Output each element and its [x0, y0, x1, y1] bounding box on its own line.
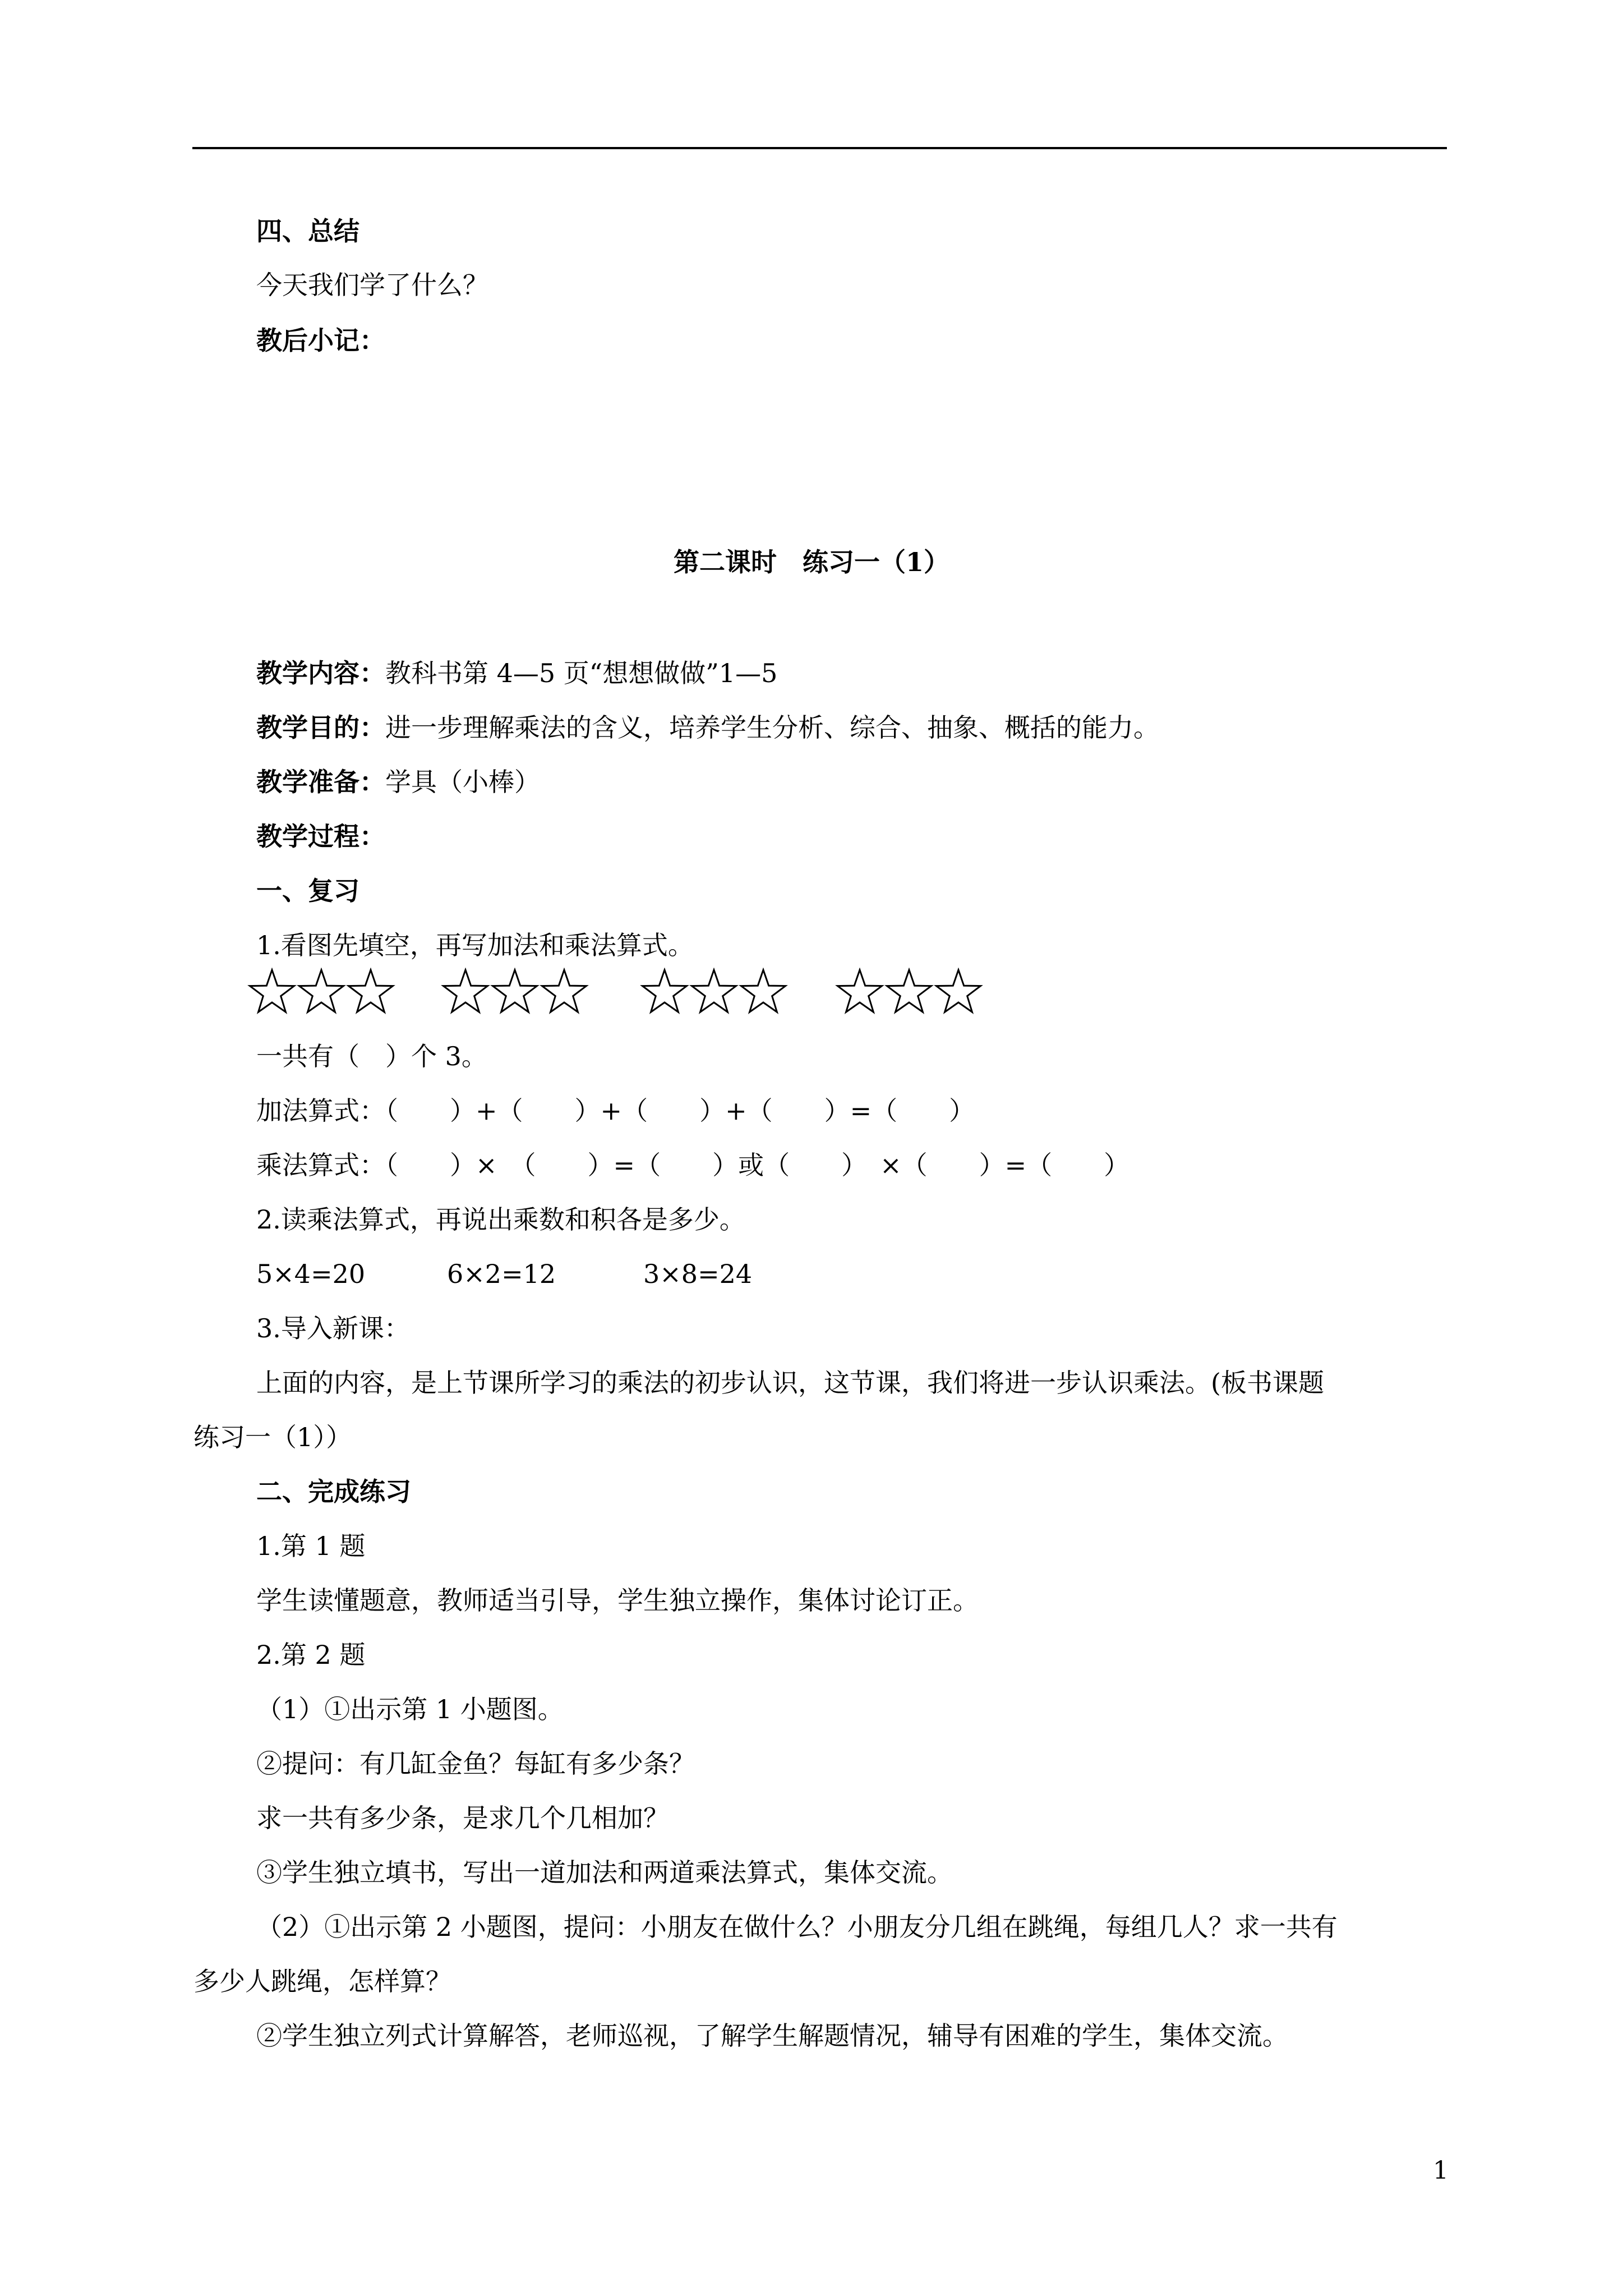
star-outline-icon — [643, 970, 687, 1012]
practice-2-step-d: ③学生独立填书，写出一道加法和两道乘法算式，集体交流。 — [256, 1857, 953, 1888]
goal-label: 教学目的： — [256, 712, 385, 743]
content-label: 教学内容： — [256, 658, 385, 688]
intro-text-1: 上面的内容，是上节课所学习的乘法的初步认识，这节课，我们将进一步认识乘法。(板书课题 — [256, 1368, 1324, 1398]
star-outline-icon — [838, 970, 882, 1012]
notes-label: 教后小记： — [256, 325, 385, 356]
star-group-4 — [834, 968, 986, 1018]
star-outline-icon — [250, 970, 294, 1012]
star-outline-icon — [741, 970, 786, 1012]
equation-3: 3×8=24 — [643, 1259, 753, 1289]
prep-text: 学具（小棒） — [385, 767, 540, 797]
summary-question: 今天我们学了什么？ — [256, 270, 488, 300]
star-group-3 — [639, 968, 791, 1018]
review-q3: 3.导入新课： — [256, 1313, 410, 1343]
practice-item-2: 2.第 2 题 — [256, 1640, 366, 1670]
header-rule — [192, 147, 1447, 149]
page-number: 1 — [1433, 2156, 1449, 2185]
practice-2-step-b: ②提问：有几缸金鱼？每缸有多少条？ — [256, 1749, 695, 1779]
star-outline-icon — [493, 970, 537, 1012]
star-group-2 — [440, 968, 592, 1018]
star-outline-icon — [887, 970, 932, 1012]
star-outline-icon — [937, 970, 981, 1012]
star-group-1 — [247, 968, 398, 1018]
practice-item-1: 1.第 1 题 — [256, 1531, 366, 1561]
practice-2-step-f: ②学生独立列式计算解答，老师巡视，了解学生解题情况，辅导有困难的学生，集体交流。 — [256, 2021, 1288, 2051]
equation-1: 5×4=20 — [256, 1259, 366, 1289]
process-label: 教学过程： — [256, 821, 385, 852]
prep-label: 教学准备： — [256, 767, 385, 797]
teaching-prep — [256, 765, 540, 799]
practice-item-1-text: 学生读懂题意，教师适当引导，学生独立操作，集体讨论订正。 — [256, 1585, 979, 1616]
practice-2-step-e-2: 多少人跳绳，怎样算？ — [193, 1966, 451, 1996]
lesson-title: 第二课时 练习一（1） — [673, 547, 949, 577]
practice-2-step-a: （1）①出示第 1 小题图。 — [256, 1694, 564, 1724]
intro-text-2: 练习一（1）） — [193, 1422, 352, 1452]
addition-line: 加法算式：（ ）+（ ）+（ ）+（ ）=（ ） — [256, 1096, 975, 1126]
count-line: 一共有（ ）个 3。 — [256, 1041, 487, 1071]
review-q1: 1.看图先填空，再写加法和乘法算式。 — [256, 930, 694, 960]
star-outline-icon — [692, 970, 736, 1012]
star-outline-icon — [349, 970, 393, 1012]
teaching-goal — [256, 711, 1159, 744]
content-text: 教科书第 4—5 页“想想做做”1—5 — [385, 658, 778, 688]
star-outline-icon — [444, 970, 488, 1012]
multiplication-line: 乘法算式：（ ）× （ ）=（ ）或（ ） ×（ ）=（ ） — [256, 1150, 1130, 1180]
teaching-content — [256, 656, 777, 690]
practice-heading: 二、完成练习 — [256, 1476, 411, 1507]
summary-heading: 四、总结 — [256, 216, 359, 246]
review-q2: 2.读乘法算式，再说出乘数和积各是多少。 — [256, 1204, 745, 1235]
equation-2: 6×2=12 — [447, 1259, 556, 1289]
star-outline-icon — [299, 970, 344, 1012]
star-outline-icon — [542, 970, 587, 1012]
review-heading: 一、复习 — [256, 876, 359, 906]
practice-2-step-e-1: （2）①出示第 2 小题图，提问：小朋友在做什么？小朋友分几组在跳绳，每组几人？求一共有 — [256, 1912, 1338, 1942]
goal-text: 进一步理解乘法的含义，培养学生分析、综合、抽象、概括的能力。 — [385, 712, 1159, 743]
practice-2-step-c: 求一共有多少条，是求几个几相加？ — [256, 1803, 669, 1833]
